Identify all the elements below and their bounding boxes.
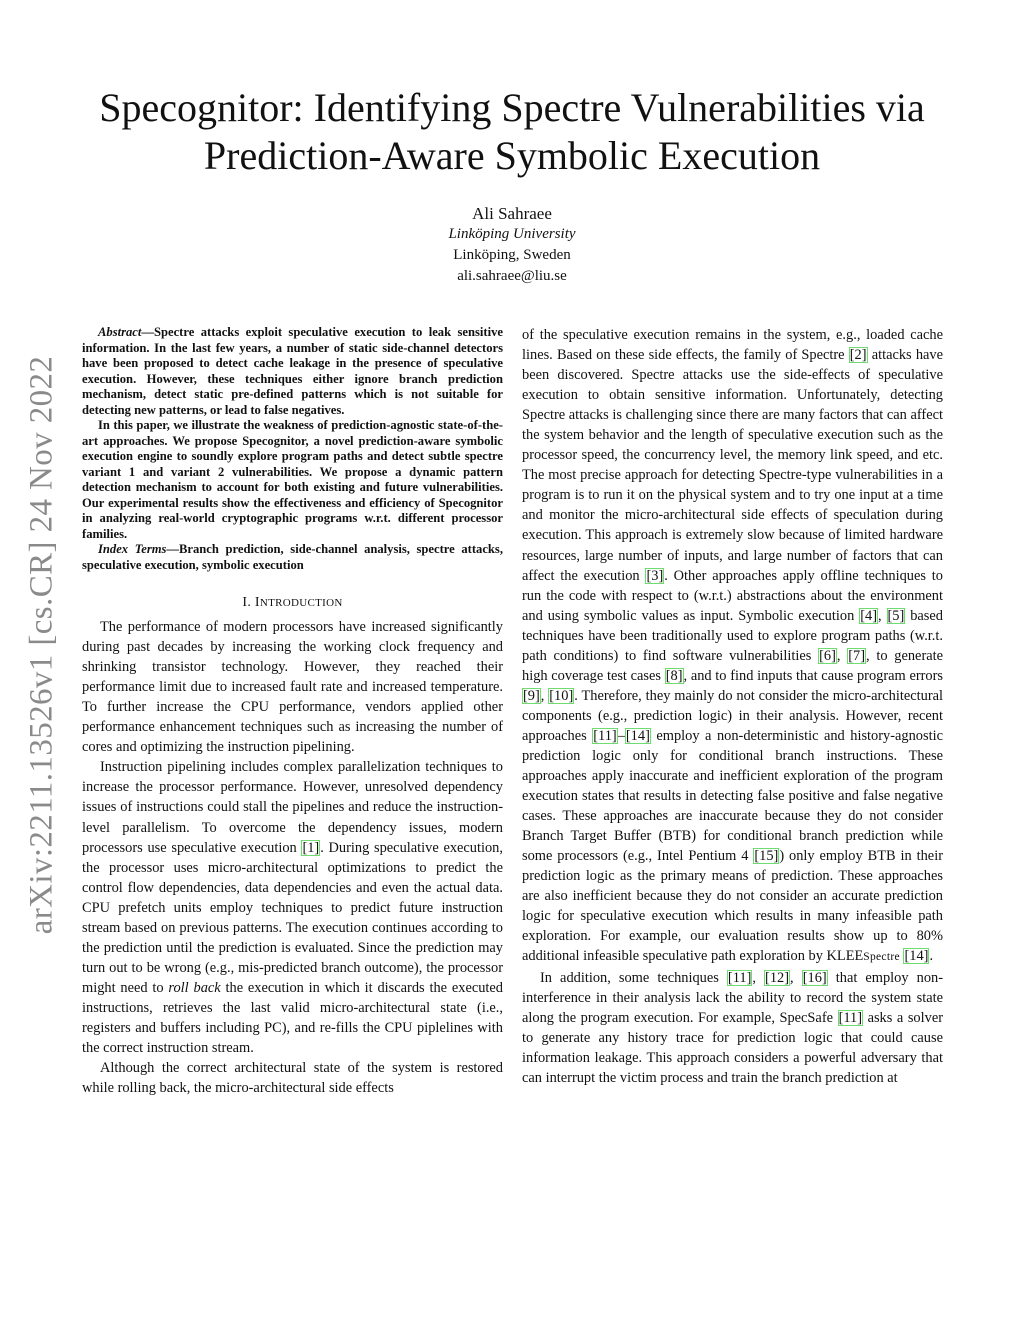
text-run: ) only employ BTB in their prediction logic as the primary means of prediction. These approaches are also inefficient because they do not consider an accurate prediction logic for speculative execution which results in many infeasible path exploration. For example, our evaluation results show up to 80% additional infeasible speculative path exploration by <box>522 848 943 965</box>
index-terms <box>82 542 503 573</box>
text-run: . During speculative execution, the processor uses micro-architectural optimizations to predict the control flow dependencies, data dependencies and even the actual data. CPU prefetch units employ techniques to predict future instruction stream based on previous patterns. The execution continues according to the prediction until the prediction is evaluated. Since the prediction may turn out to be wrong (e.g., mis-predicted branch outcome), the processor might need to <box>82 839 503 996</box>
text-run: . Other approaches apply offline techniques to run the code with respect to (w.r.t.) abstractions about the environment and using symbolic values as input. Symbolic execution <box>522 567 943 624</box>
author-block <box>300 203 724 287</box>
citation-link[interactable]: [12] <box>765 969 790 986</box>
citation-link[interactable]: [9] <box>523 687 540 704</box>
section-rest: NTRODUCTION <box>259 597 343 609</box>
text-run: – <box>617 727 625 744</box>
text-run: employ a non-deterministic and history-agnostic prediction logic only for conditional branch instructions. These approaches apply inaccurate and inefficient exploration of the program execution states that results in detecting false positive and false negative cases. These approaches are inaccurate because they do not consider Branch Target Buffer (BTB) for conditional branch prediction while some processors (e.g., Intel Pentium 4 <box>522 727 943 865</box>
citation-link[interactable]: [6] <box>819 647 836 664</box>
right-column <box>522 325 943 1088</box>
citation-link[interactable]: [7] <box>848 647 866 664</box>
citation-link[interactable]: [14] <box>904 948 929 965</box>
section-heading-introduction <box>82 593 503 613</box>
citation-link[interactable]: [2] <box>849 347 867 364</box>
tool-name-spectre: Spectre <box>863 951 900 964</box>
text-run: attacks have been discovered. Spectre attacks use the side-effects of speculative execution to obtain sensitive information. Unfortunately, detecting Spectre attacks is challenging since there are many factors that can affect the system behavior and the length of speculative execution such as the processor speed, the concurrency level, the memory link speed, and etc. The most precise approach for detecting Spectre-type vulnerabilities in a program is to run it on the physical system and to try one input at a time and monitor the micro-architectural side effects of speculation during execution. This approach is extremely slow because of limited hardware resources, large number of inputs, and large number of factors that can affect the execution <box>522 347 943 584</box>
arxiv-id-text: arXiv:2211.13526v1 [cs.CR] 24 Nov 2022 <box>23 355 60 935</box>
author-affiliation: Linköping University <box>448 226 576 242</box>
citation-link[interactable]: [5] <box>887 607 905 624</box>
text-run: , <box>540 687 549 704</box>
left-body-text <box>82 617 503 1098</box>
citation-link[interactable]: [11] <box>727 969 752 986</box>
citation-link[interactable]: [10] <box>549 687 574 704</box>
text-run: , and to find inputs that cause program errors <box>683 667 943 684</box>
abstract <box>82 325 503 573</box>
text-run: of the speculative execution remains in the system, e.g., loaded cache lines. Based on these side effects, the family of Spectre <box>522 327 943 364</box>
text-run: . Therefore, they mainly do not consider the micro-architectural components (e.g., prediction logic) in their analysis. However, recent approaches <box>522 687 943 744</box>
author-location: Linköping, Sweden <box>453 247 571 263</box>
citation-link[interactable]: [1] <box>302 839 320 856</box>
emphasis-roll-back: roll back <box>168 979 221 996</box>
text-run: asks a solver to generate any history trace for prediction logic that could cause information leakage. This approach considers a powerful adversary that can interrupt the victim process and train the branch prediction at <box>522 1009 943 1086</box>
text-run: based techniques have been traditionally used to explore program paths (w.r.t. path conditions) to find software vulnerabilities <box>522 607 943 664</box>
abstract-text-1: —Spectre attacks exploit speculative execution to leak sensitive information. In the last few years, a number of static side-channel detectors have been proposed to detect cache leakage in the presence of speculative execution. However, these techniques either ignore branch prediction mechanism, detect static pre-defined patterns which is not suitable for detecting new patterns, or lead to false negatives. <box>82 325 503 417</box>
section-number: I. <box>242 595 255 610</box>
citation-link[interactable]: [3] <box>646 567 664 584</box>
intro-paragraph-3: Although the correct architectural state of the system is restored while rolling back, the micro-architectural side effects <box>82 1060 503 1097</box>
citation-link[interactable]: [11] <box>838 1009 863 1026</box>
author-name: Ali Sahraee <box>472 204 552 223</box>
author-email: ali.sahraee@liu.se <box>457 268 567 284</box>
text-run: , <box>790 969 802 986</box>
text-run: Instruction pipelining includes complex parallelization techniques to increase the processor performance. However, unresolved dependency issues of instructions could stall the pipelines and reduce the instruction-level parallelism. To overcome the dependency issues, modern processors use speculative execution <box>82 759 503 856</box>
index-terms-label: Index Terms <box>98 542 167 556</box>
intro-paragraph-2 <box>82 757 503 1058</box>
text-run: that employ non-interference in their analysis lack the ability to record the system state along the program execution. For example, SpecSafe <box>522 969 943 1026</box>
citation-link[interactable]: [15] <box>754 848 779 865</box>
citation-link[interactable]: [16] <box>802 969 827 986</box>
abstract-label: Abstract <box>98 325 142 339</box>
intro-paragraph-1: The performance of modern processors have increased significantly during past decades by increasing the working clock frequency and shrinking transistor technology. However, they reached their performance limit due to increased fault rate and increased temperature. To further increase the CPU performance, vendors applied other performance enhancement techniques such as increasing the number of cores and optimizing the instruction pipelining. <box>82 619 503 756</box>
section-initial: I <box>254 595 260 610</box>
citation-link[interactable]: [11] <box>593 727 617 744</box>
text-run: , <box>836 647 848 664</box>
right-paragraph-2 <box>522 968 943 1088</box>
text-run: In addition, some techniques <box>540 969 727 986</box>
tool-name-klee: KLEE <box>826 948 864 965</box>
title-line-1: Specognitor: Identifying Spectre Vulnerabilities via <box>99 85 925 130</box>
arxiv-side-stamp <box>20 345 64 945</box>
paper-title <box>80 84 944 180</box>
abstract-paragraph-2: In this paper, we illustrate the weakness of prediction-agnostic state-of-the-art approaches. We propose Specognitor, a novel prediction-aware symbolic execution engine to soundly explore program paths and detect subtle spectre variant 1 and variant 2 vulnerabilities. We propose a dynamic pattern detection mechanism to account for both existing and future vulnerabilities. Our experimental results show the effectiveness and efficiency of Specognitor in analyzing real-world cryptographic programs w.r.t. different processor families. <box>82 418 503 541</box>
citation-link[interactable]: [4] <box>860 607 877 624</box>
citation-link[interactable]: [14] <box>625 727 650 744</box>
text-run: . <box>929 948 934 965</box>
text-run: , <box>752 969 765 986</box>
abstract-paragraph-1 <box>82 325 503 418</box>
left-column <box>82 325 503 1098</box>
citation-link[interactable]: [8] <box>665 667 683 684</box>
text-run: the execution in which it discards the executed instructions, retrieves the last valid micro-architectural state (i.e., registers and buffers including PC), and re-fills the CPU piplelines with the correct instruction stream. <box>82 979 504 1057</box>
text-run: , to generate high coverage test cases <box>522 647 944 684</box>
index-terms-text: —Branch prediction, side-channel analysis, spectre attacks, speculative execution, symbolic execution <box>82 542 503 572</box>
text-run: , <box>877 607 887 624</box>
title-line-2: Prediction-Aware Symbolic Execution <box>203 133 821 178</box>
right-paragraph-1 <box>522 325 943 968</box>
